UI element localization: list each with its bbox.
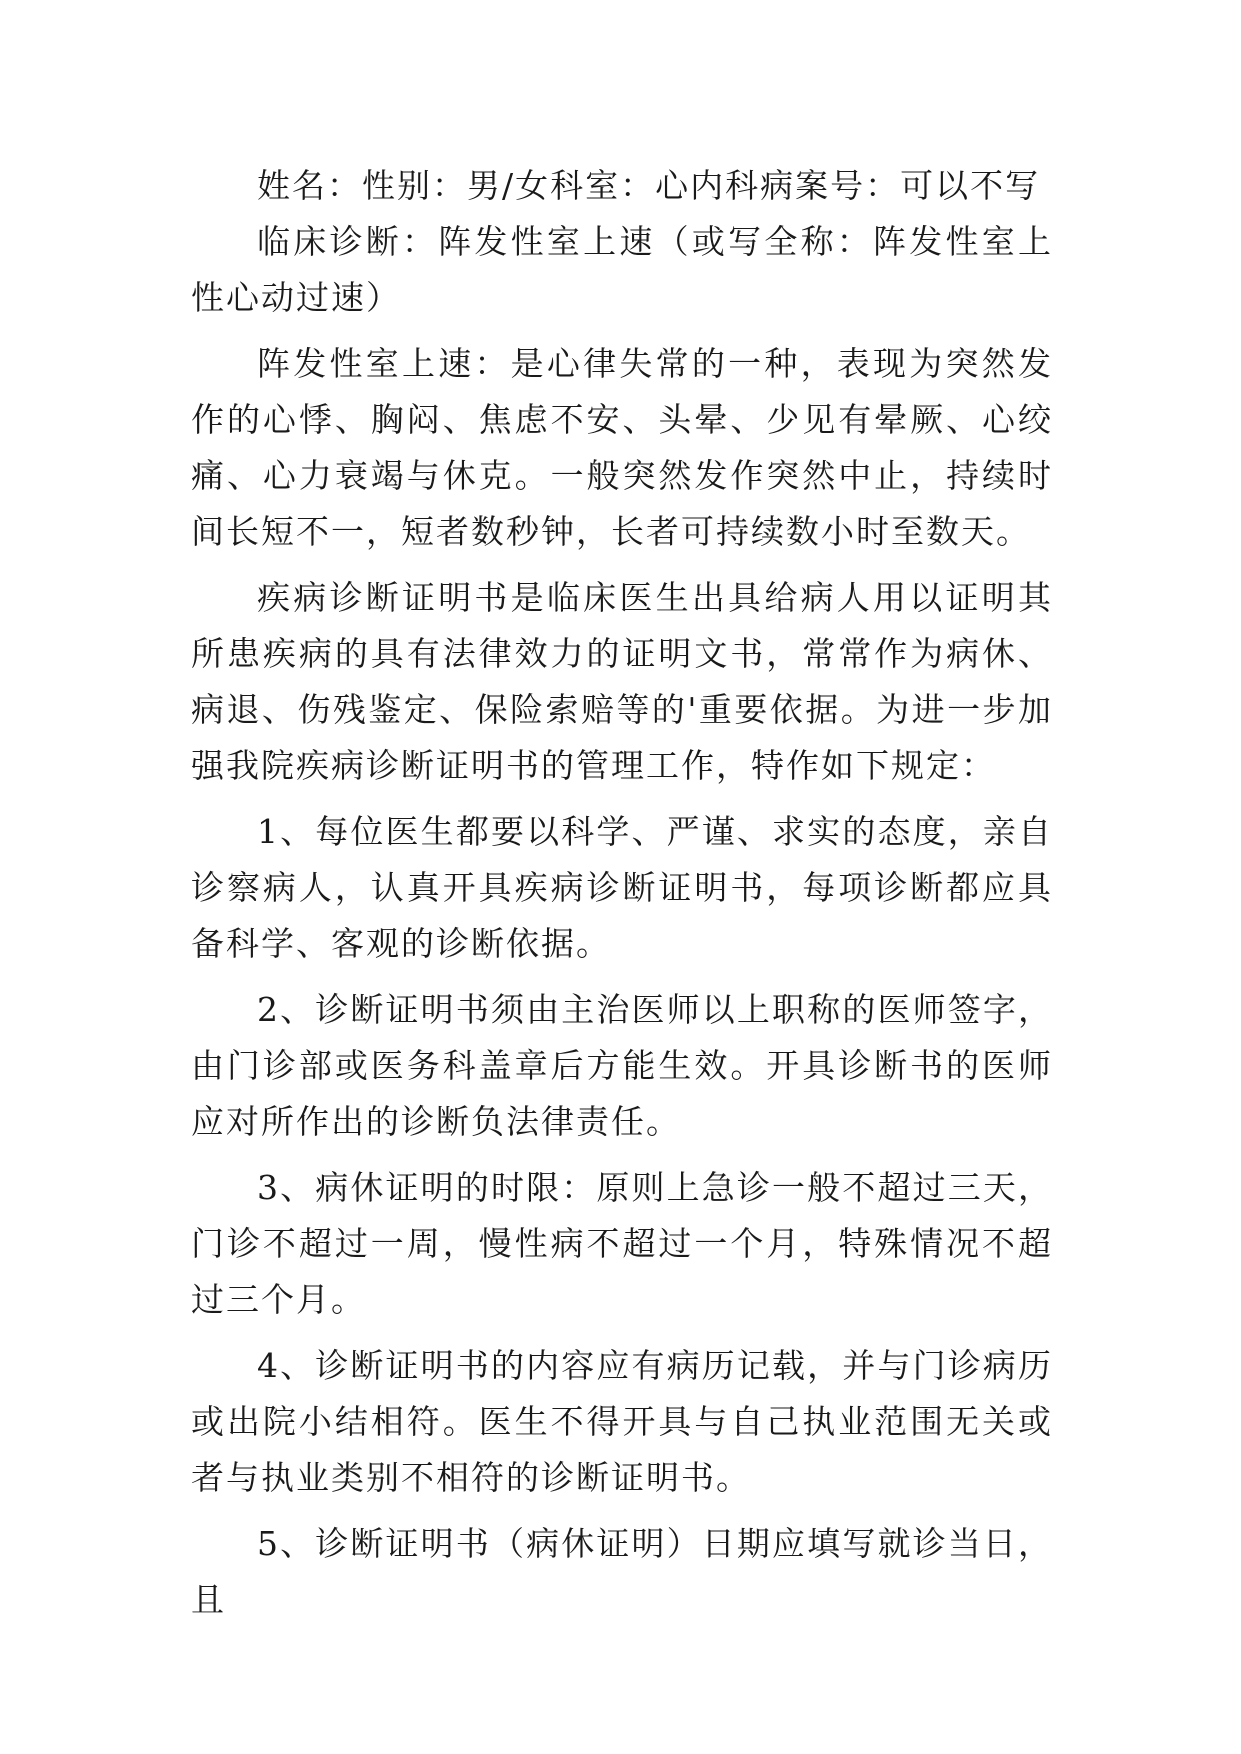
rule-item: 3、病休证明的时限：原则上急诊一般不超过三天，门诊不超过一周，慢性病不超过一个月，特殊情况不超过三个月。 (191, 1168, 1053, 1319)
rule-item: 2、诊断证明书须由主治医师以上职称的医师签字，由门诊部或医务科盖章后方能生效。开具诊断书的医师应对所作出的诊断负法律责任。 (191, 990, 1053, 1141)
clinical-diagnosis: 临床诊断：阵发性室上速（或写全称：阵发性室上性心动过速） (191, 222, 1053, 317)
rule-item: 5、诊断证明书（病休证明）日期应填写就诊当日，且 (191, 1524, 1053, 1619)
rule-item: 4、诊断证明书的内容应有病历记载，并与门诊病历或出院小结相符。医生不得开具与自己执业范围无关或者与执业类别不相符的诊断证明书。 (191, 1346, 1053, 1497)
diagnosis-definition: 阵发性室上速：是心律失常的一种，表现为突然发作的心悸、胸闷、焦虑不安、头晕、少见有晕厥、心绞痛、心力衰竭与休克。一般突然发作突然中止，持续时间长短不一，短者数秒钟，长者可持续数小时至数天。 (191, 344, 1053, 551)
patient-info-line: 姓名：性别：男/女科室：心内科病案号：可以不写 (257, 166, 1041, 205)
document-body (191, 158, 1053, 1628)
certificate-intro: 疾病诊断证明书是临床医生出具给病人用以证明其所患疾病的具有法律效力的证明文书，常常作为病休、病退、伤残鉴定、保险索赔等的'重要依据。为进一步加强我院疾病诊断证明书的管理工作，特作如下规定： (191, 578, 1053, 785)
rule-item: 1、每位医生都要以科学、严谨、求实的态度，亲自诊察病人，认真开具疾病诊断证明书，每项诊断都应具备科学、客观的诊断依据。 (191, 812, 1053, 963)
